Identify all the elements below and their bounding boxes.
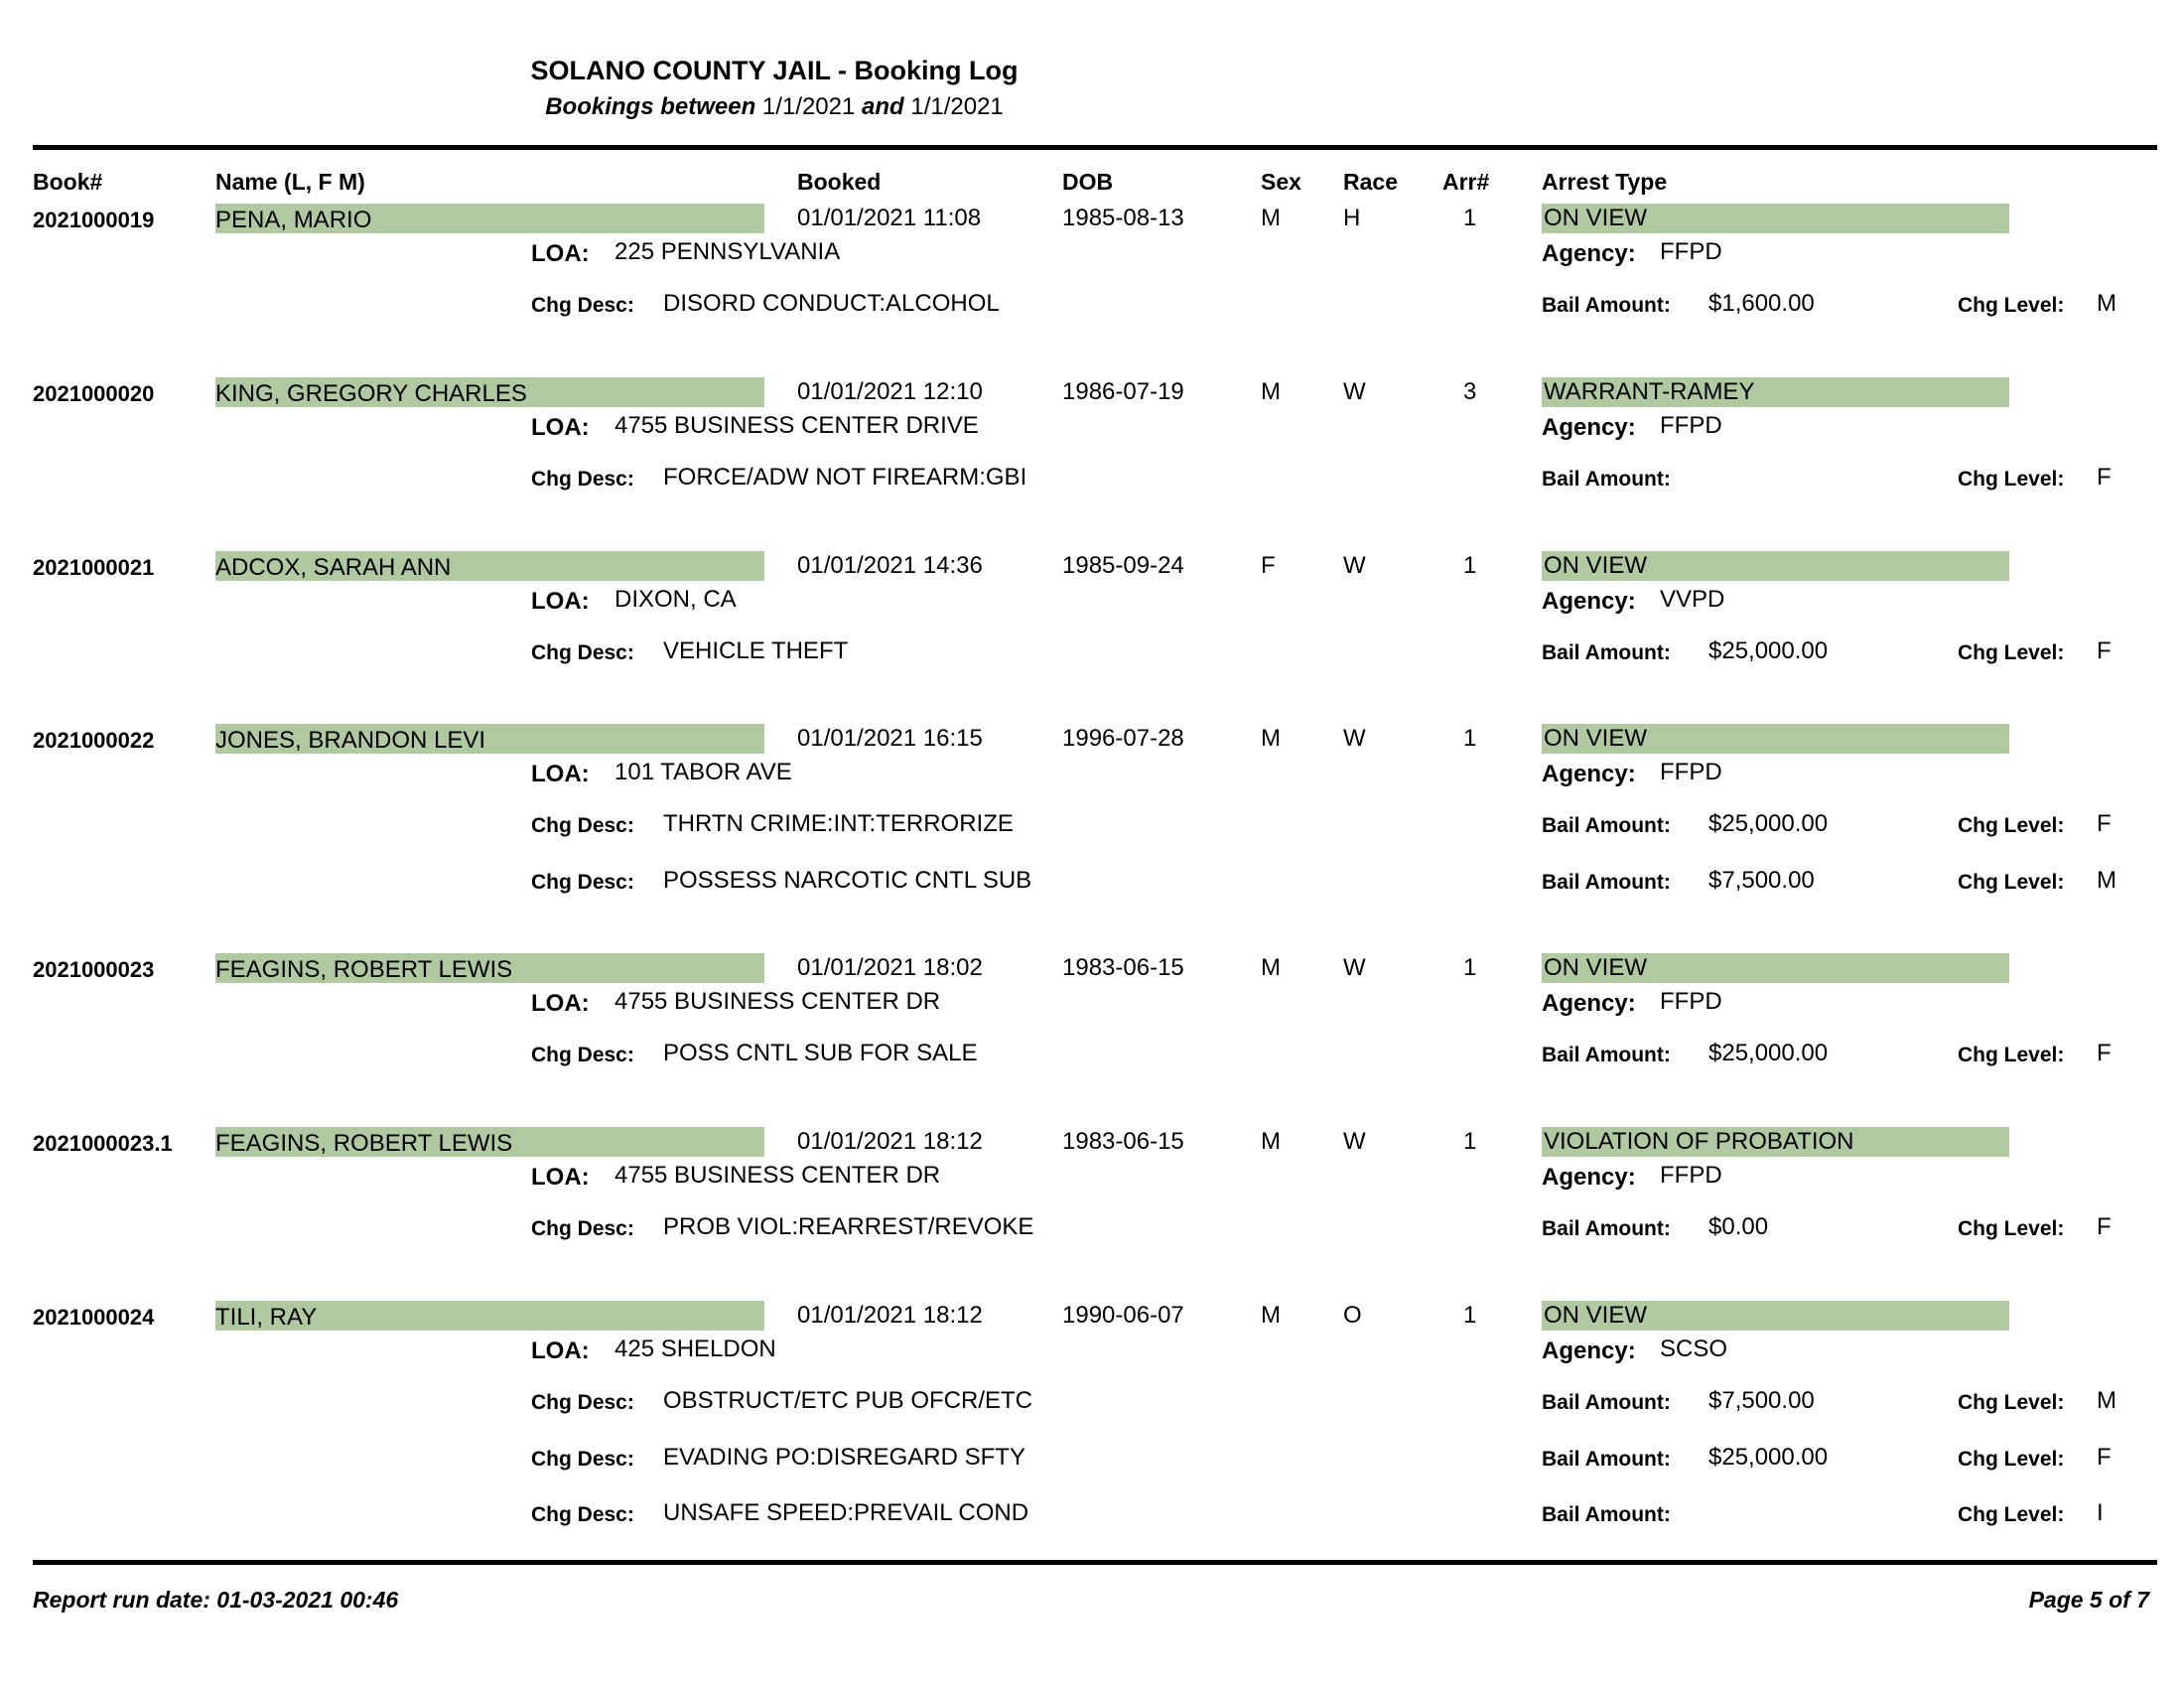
inmate-name: FEAGINS, ROBERT LEWIS xyxy=(215,956,513,983)
agency-label: Agency: xyxy=(1542,414,1636,441)
arrest-count: 1 xyxy=(1463,954,1477,981)
agency-value: FFPD xyxy=(1660,238,1722,265)
loa-value: 4755 BUSINESS CENTER DRIVE xyxy=(614,412,979,439)
race: W xyxy=(1343,1128,1366,1155)
loa-value: 4755 BUSINESS CENTER DR xyxy=(614,1162,941,1189)
chg-desc-value: UNSAFE SPEED:PREVAIL COND xyxy=(663,1499,1029,1526)
book-number: 2021000023 xyxy=(33,957,155,982)
chg-level-label: Chg Level: xyxy=(1958,1448,2065,1471)
chg-level-label: Chg Level: xyxy=(1958,814,2065,837)
book-number: 2021000020 xyxy=(33,381,155,406)
chg-level-label: Chg Level: xyxy=(1958,294,2065,317)
chg-level-value: F xyxy=(2097,1444,2112,1471)
chg-desc-value: FORCE/ADW NOT FIREARM:GBI xyxy=(663,464,1027,491)
agency-value: FFPD xyxy=(1660,1162,1722,1189)
bail-amount-value: $25,000.00 xyxy=(1708,1444,1829,1471)
agency-label: Agency: xyxy=(1542,588,1636,615)
loa-value: 425 SHELDON xyxy=(614,1336,776,1362)
race: W xyxy=(1343,725,1366,752)
col-header-name: Name (L, F M) xyxy=(215,169,365,195)
chg-level-label: Chg Level: xyxy=(1958,1391,2065,1414)
chg-level-value: F xyxy=(2097,637,2112,664)
chg-desc-label: Chg Desc: xyxy=(531,814,634,837)
bail-amount-label: Bail Amount: xyxy=(1542,294,1671,317)
loa-label: LOA: xyxy=(531,1337,590,1364)
chg-level-value: M xyxy=(2097,1387,2116,1414)
col-header-dob: DOB xyxy=(1062,169,1114,195)
bail-amount-label: Bail Amount: xyxy=(1542,468,1671,491)
book-number: 2021000023.1 xyxy=(33,1131,173,1156)
report-subtitle xyxy=(0,93,1549,121)
chg-desc-value: DISORD CONDUCT:ALCOHOL xyxy=(663,290,1000,317)
booked-datetime: 01/01/2021 18:02 xyxy=(797,954,983,981)
dob: 1990-06-07 xyxy=(1062,1302,1184,1329)
col-header-booked: Booked xyxy=(797,169,882,195)
arrest-type: ON VIEW xyxy=(1544,725,1648,752)
bail-amount-label: Bail Amount: xyxy=(1542,1503,1671,1526)
col-header-arr: Arr# xyxy=(1442,169,1490,195)
sex: M xyxy=(1261,378,1281,405)
chg-desc-value: OBSTRUCT/ETC PUB OFCR/ETC xyxy=(663,1387,1033,1414)
col-header-book: Book# xyxy=(33,169,103,195)
loa-value: DIXON, CA xyxy=(614,586,737,613)
chg-level-label: Chg Level: xyxy=(1958,641,2065,664)
chg-desc-label: Chg Desc: xyxy=(531,294,634,317)
agency-label: Agency: xyxy=(1542,240,1636,267)
col-header-arrest-type: Arrest Type xyxy=(1542,169,1668,195)
chg-level-label: Chg Level: xyxy=(1958,468,2065,491)
bail-amount-label: Bail Amount: xyxy=(1542,871,1671,894)
bail-amount-value: $0.00 xyxy=(1708,1213,1769,1240)
chg-desc-label: Chg Desc: xyxy=(531,1044,634,1066)
chg-desc-label: Chg Desc: xyxy=(531,1391,634,1414)
loa-label: LOA: xyxy=(531,990,590,1017)
agency-value: FFPD xyxy=(1660,412,1722,439)
bail-amount-label: Bail Amount: xyxy=(1542,1448,1671,1471)
inmate-name: JONES, BRANDON LEVI xyxy=(215,727,486,754)
chg-level-value: F xyxy=(2097,464,2112,491)
book-number: 2021000021 xyxy=(33,555,155,580)
booked-datetime: 01/01/2021 18:12 xyxy=(797,1302,983,1329)
booked-datetime: 01/01/2021 14:36 xyxy=(797,552,983,579)
chg-level-value: M xyxy=(2097,290,2116,317)
chg-level-value: F xyxy=(2097,1213,2112,1240)
chg-level-value: F xyxy=(2097,1040,2112,1066)
agency-label: Agency: xyxy=(1542,761,1636,787)
arrest-count: 1 xyxy=(1463,1302,1477,1329)
report-title: SOLANO COUNTY JAIL - Booking Log xyxy=(530,56,1019,85)
chg-level-value: F xyxy=(2097,810,2112,837)
race: W xyxy=(1343,552,1366,579)
arrest-count: 1 xyxy=(1463,552,1477,579)
agency-value: FFPD xyxy=(1660,988,1722,1015)
arrest-type: ON VIEW xyxy=(1544,552,1648,579)
bail-amount-label: Bail Amount: xyxy=(1542,1391,1671,1414)
race: O xyxy=(1343,1302,1362,1329)
inmate-name: KING, GREGORY CHARLES xyxy=(215,380,527,407)
chg-desc-value: PROB VIOL:REARREST/REVOKE xyxy=(663,1213,1034,1240)
subtitle-start-date: 1/1/2021 xyxy=(761,93,856,120)
chg-desc-label: Chg Desc: xyxy=(531,1448,634,1471)
sex: F xyxy=(1261,552,1276,579)
sex: M xyxy=(1261,954,1281,981)
dob: 1996-07-28 xyxy=(1062,725,1184,752)
arrest-type: ON VIEW xyxy=(1544,1302,1648,1329)
chg-desc-label: Chg Desc: xyxy=(531,1503,634,1526)
loa-value: 4755 BUSINESS CENTER DR xyxy=(614,988,941,1015)
booked-datetime: 01/01/2021 11:08 xyxy=(797,205,982,231)
arrest-type: ON VIEW xyxy=(1544,954,1648,981)
agency-label: Agency: xyxy=(1542,1164,1636,1191)
booked-datetime: 01/01/2021 18:12 xyxy=(797,1128,983,1155)
loa-label: LOA: xyxy=(531,1164,590,1191)
arrest-count: 3 xyxy=(1463,378,1477,405)
loa-label: LOA: xyxy=(531,414,590,441)
arrest-type: WARRANT-RAMEY xyxy=(1544,378,1755,405)
agency-value: VVPD xyxy=(1660,586,1725,613)
chg-desc-value: VEHICLE THEFT xyxy=(663,637,849,664)
race: H xyxy=(1343,205,1361,231)
chg-level-value: M xyxy=(2097,867,2116,894)
subtitle-prefix: Bookings between xyxy=(545,93,756,120)
chg-desc-label: Chg Desc: xyxy=(531,468,634,491)
agency-label: Agency: xyxy=(1542,990,1636,1017)
chg-level-label: Chg Level: xyxy=(1958,1503,2065,1526)
chg-desc-label: Chg Desc: xyxy=(531,641,634,664)
dob: 1986-07-19 xyxy=(1062,378,1184,405)
sex: M xyxy=(1261,205,1281,231)
chg-desc-value: EVADING PO:DISREGARD SFTY xyxy=(663,1444,1025,1471)
bail-amount-label: Bail Amount: xyxy=(1542,1044,1671,1066)
booked-datetime: 01/01/2021 16:15 xyxy=(797,725,983,752)
chg-level-value: I xyxy=(2097,1499,2104,1526)
sex: M xyxy=(1261,725,1281,752)
bail-amount-label: Bail Amount: xyxy=(1542,814,1671,837)
booked-datetime: 01/01/2021 12:10 xyxy=(797,378,983,405)
bottom-rule xyxy=(33,1560,2157,1565)
bail-amount-value: $25,000.00 xyxy=(1708,1040,1829,1066)
chg-level-label: Chg Level: xyxy=(1958,1044,2065,1066)
top-rule xyxy=(33,145,2157,150)
book-number: 2021000024 xyxy=(33,1305,155,1330)
arrest-count: 1 xyxy=(1463,725,1477,752)
dob: 1983-06-15 xyxy=(1062,954,1184,981)
report-run-date: Report run date: 01-03-2021 00:46 xyxy=(33,1587,399,1613)
dob: 1985-08-13 xyxy=(1062,205,1184,231)
inmate-name: PENA, MARIO xyxy=(215,207,372,233)
agency-value: FFPD xyxy=(1660,759,1722,785)
subtitle-and: and xyxy=(862,93,904,120)
loa-label: LOA: xyxy=(531,761,590,787)
page-number: Page 5 of 7 xyxy=(2028,1587,2149,1613)
dob: 1985-09-24 xyxy=(1062,552,1184,579)
inmate-name: ADCOX, SARAH ANN xyxy=(215,554,452,581)
subtitle-end-date: 1/1/2021 xyxy=(910,93,1004,120)
chg-desc-value: POSSESS NARCOTIC CNTL SUB xyxy=(663,867,1032,894)
loa-value: 101 TABOR AVE xyxy=(614,759,792,785)
agency-label: Agency: xyxy=(1542,1337,1636,1364)
book-number: 2021000019 xyxy=(33,208,155,232)
arrest-type: ON VIEW xyxy=(1544,205,1648,231)
inmate-name: FEAGINS, ROBERT LEWIS xyxy=(215,1130,513,1157)
col-header-race: Race xyxy=(1343,169,1398,195)
race: W xyxy=(1343,378,1366,405)
col-header-sex: Sex xyxy=(1261,169,1301,195)
arrest-type: VIOLATION OF PROBATION xyxy=(1544,1128,1854,1155)
bail-amount-value: $7,500.00 xyxy=(1708,1387,1815,1414)
loa-value: 225 PENNSYLVANIA xyxy=(614,238,841,265)
bail-amount-label: Bail Amount: xyxy=(1542,1217,1671,1240)
book-number: 2021000022 xyxy=(33,728,155,753)
arrest-count: 1 xyxy=(1463,1128,1477,1155)
race: W xyxy=(1343,954,1366,981)
bail-amount-value: $7,500.00 xyxy=(1708,867,1815,894)
agency-value: SCSO xyxy=(1660,1336,1728,1362)
bail-amount-value: $25,000.00 xyxy=(1708,637,1829,664)
chg-desc-value: POSS CNTL SUB FOR SALE xyxy=(663,1040,978,1066)
chg-desc-label: Chg Desc: xyxy=(531,871,634,894)
bail-amount-value: $1,600.00 xyxy=(1708,290,1815,317)
loa-label: LOA: xyxy=(531,240,590,267)
inmate-name: TILI, RAY xyxy=(215,1304,318,1331)
bail-amount-label: Bail Amount: xyxy=(1542,641,1671,664)
sex: M xyxy=(1261,1302,1281,1329)
chg-level-label: Chg Level: xyxy=(1958,871,2065,894)
loa-label: LOA: xyxy=(531,588,590,615)
dob: 1983-06-15 xyxy=(1062,1128,1184,1155)
sex: M xyxy=(1261,1128,1281,1155)
chg-desc-label: Chg Desc: xyxy=(531,1217,634,1240)
chg-desc-value: THRTN CRIME:INT:TERRORIZE xyxy=(663,810,1014,837)
arrest-count: 1 xyxy=(1463,205,1477,231)
bail-amount-value: $25,000.00 xyxy=(1708,810,1829,837)
chg-level-label: Chg Level: xyxy=(1958,1217,2065,1240)
